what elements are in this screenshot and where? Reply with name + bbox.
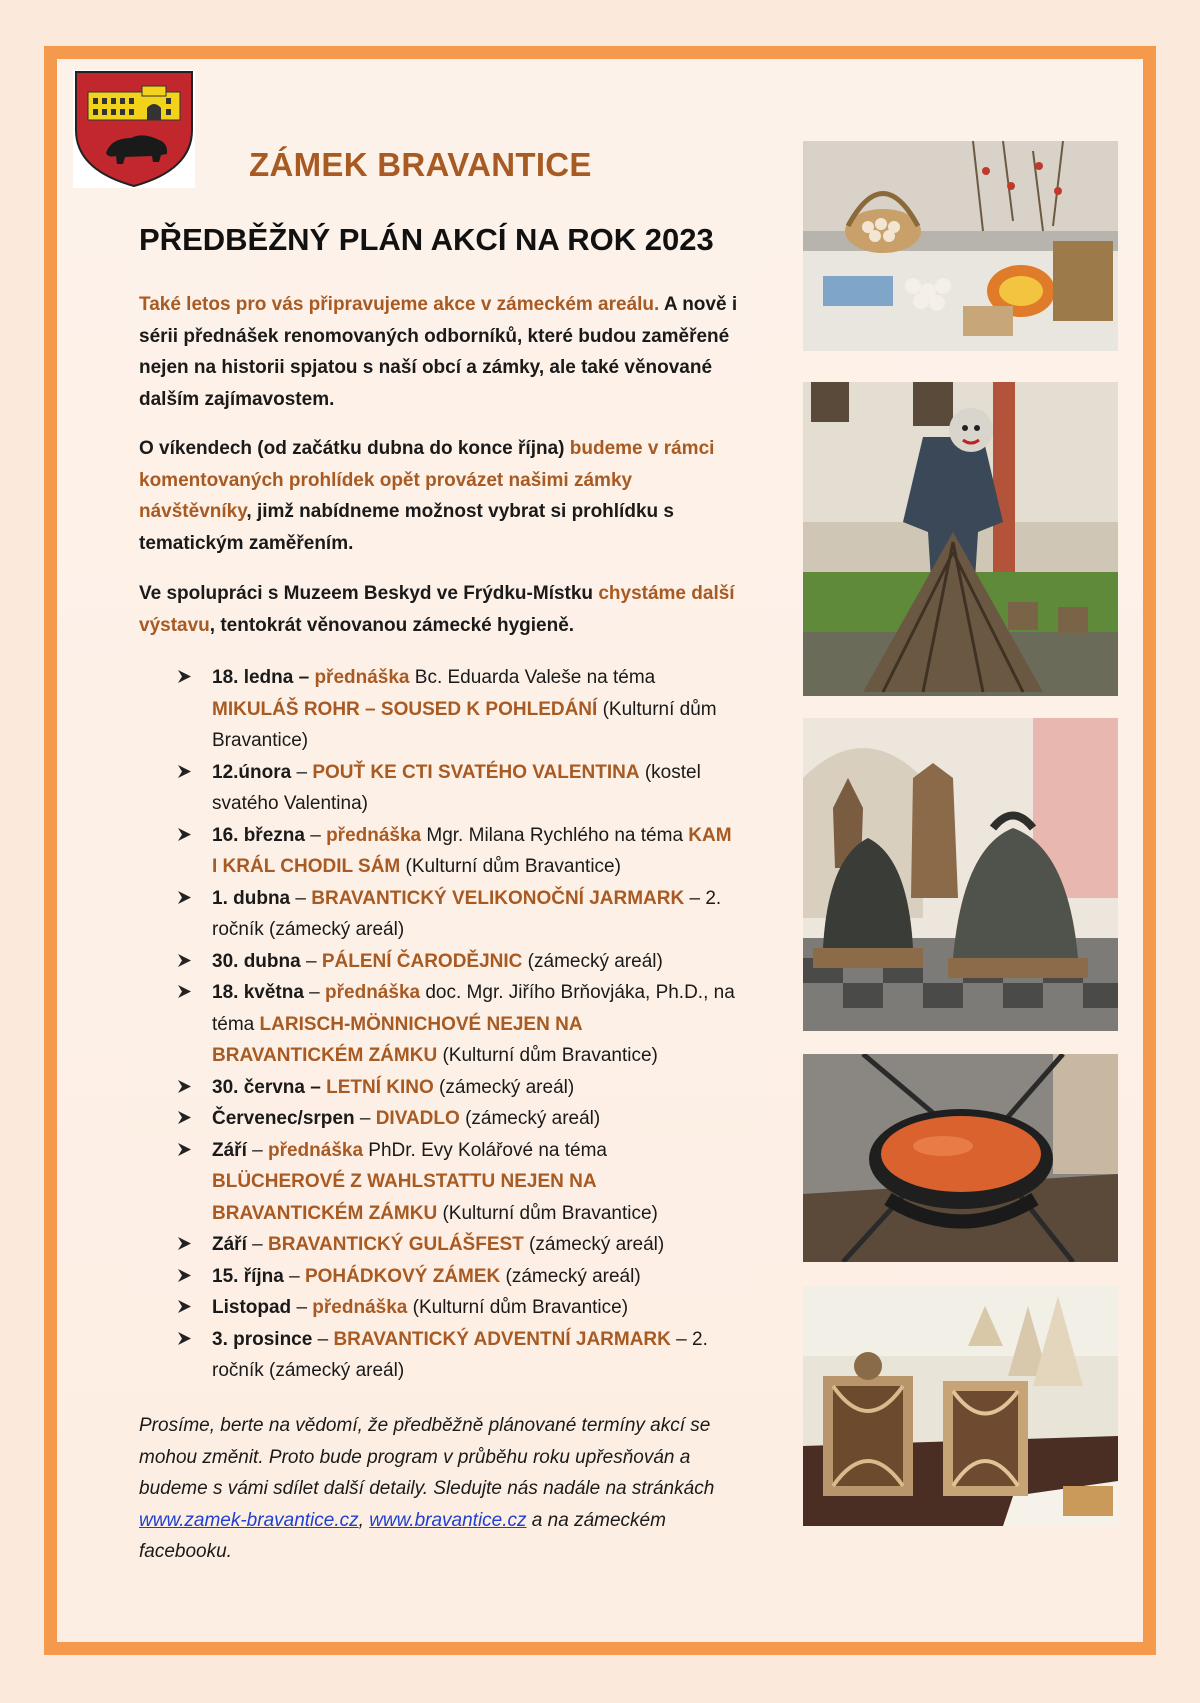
arrow-bullet-icon bbox=[178, 1111, 191, 1124]
intro-highlight: Také letos pro vás připravujeme akce v zámeckém areálu. bbox=[139, 294, 660, 315]
intro-highlight: budeme v rámci komentovaných prohlídek opět provázet našimi zámky návštěvníky bbox=[139, 438, 715, 522]
event-item: 16. března – přednáška Mgr. Milana Rychlého na téma KAM I KRÁL CHODIL SÁM (Kulturní dům Bravantice) bbox=[178, 820, 738, 883]
arrow-bullet-icon bbox=[178, 1080, 191, 1093]
event-item: Listopad – přednáška (Kulturní dům Bravantice) bbox=[178, 1292, 738, 1324]
easter-market-photo bbox=[803, 141, 1118, 351]
intro-paragraph-1 bbox=[139, 289, 739, 415]
intro-text: A nově i sérii přednášek renomovaných odborníků, které budou zaměřené nejen na historii spjatou s naší obcí a zámky, ale také věnované dalším zajímavostem. bbox=[139, 294, 738, 410]
event-item: Září – přednáška PhDr. Evy Kolářové na téma BLÜCHEROVÉ Z WAHLSTATTU NEJEN NA BRAVANTICKÉM ZÁMKU (Kulturní dům Bravantice) bbox=[178, 1135, 738, 1230]
bells-and-statues-photo bbox=[803, 718, 1118, 1031]
advent-lanterns-photo bbox=[803, 1286, 1118, 1526]
village-website-link[interactable]: www.bravantice.cz bbox=[369, 1509, 527, 1531]
arrow-bullet-icon bbox=[178, 765, 191, 778]
arrow-bullet-icon bbox=[178, 891, 191, 904]
arrow-bullet-icon bbox=[178, 1300, 191, 1313]
arrow-bullet-icon bbox=[178, 985, 191, 998]
castle-website-link[interactable]: www.zamek-bravantice.cz bbox=[139, 1509, 359, 1531]
arrow-bullet-icon bbox=[178, 1143, 191, 1156]
event-item: Červenec/srpen – DIVADLO (zámecký areál) bbox=[178, 1103, 738, 1135]
events-list bbox=[178, 662, 738, 1387]
event-item: Září – BRAVANTICKÝ GULÁŠFEST (zámecký areál) bbox=[178, 1229, 738, 1261]
plan-title-heading: PŘEDBĚŽNÝ PLÁN AKCÍ NA ROK 2023 bbox=[139, 222, 714, 257]
intro-text: , jimž nabídneme možnost vybrat si prohlídku s tematickým zaměřením. bbox=[139, 501, 674, 554]
intro-paragraph-3 bbox=[139, 578, 739, 641]
arrow-bullet-icon bbox=[178, 1269, 191, 1282]
event-item: 1. dubna – BRAVANTICKÝ VELIKONOČNÍ JARMARK – 2. ročník (zámecký areál) bbox=[178, 883, 738, 946]
arrow-bullet-icon bbox=[178, 828, 191, 841]
intro-highlight: chystáme další výstavu bbox=[139, 583, 735, 636]
intro-paragraph-2 bbox=[139, 433, 739, 559]
arrow-bullet-icon bbox=[178, 670, 191, 683]
event-item: 30. dubna – PÁLENÍ ČARODĚJNIC (zámecký areál) bbox=[178, 946, 738, 978]
coat-of-arms-logo bbox=[73, 70, 195, 188]
disclaimer-note: Prosíme, berte na vědomí, že předběžně plánované termíny akcí se mohou změnit. Proto bude program v průběhu roku upřesňován a budeme s vámi sdílet další detaily. Sledujte nás nadále na stránkách www.zamek-bravantice.cz, www.bravantice.cz a na zámeckém facebooku. bbox=[139, 1415, 715, 1562]
witch-burning-photo bbox=[803, 382, 1118, 696]
castle-name-heading: ZÁMEK BRAVANTICE bbox=[249, 146, 592, 183]
intro-text: O víkendech (od začátku dubna do konce října) bbox=[139, 438, 570, 459]
intro-text: Ve spolupráci s Muzeem Beskyd ve Frýdku-Místku bbox=[139, 583, 599, 604]
event-item: 3. prosince – BRAVANTICKÝ ADVENTNÍ JARMARK – 2. ročník (zámecký areál) bbox=[178, 1324, 738, 1387]
arrow-bullet-icon bbox=[178, 1332, 191, 1345]
arrow-bullet-icon bbox=[178, 1237, 191, 1250]
intro-text: , tentokrát věnovanou zámecké hygieně. bbox=[209, 614, 575, 636]
event-item: 18. května – přednáška doc. Mgr. Jiřího Brňovjáka, Ph.D., na téma LARISCH-MÖNNICHOVÉ NEJEN NA BRAVANTICKÉM ZÁMKU (Kulturní dům Bravantice) bbox=[178, 977, 738, 1072]
event-item: 12.února – POUŤ KE CTI SVATÉHO VALENTINA (kostel svatého Valentina) bbox=[178, 757, 738, 820]
goulash-pot-photo bbox=[803, 1054, 1118, 1262]
event-item: 15. října – POHÁDKOVÝ ZÁMEK (zámecký areál) bbox=[178, 1261, 738, 1293]
event-item: 30. června – LETNÍ KINO (zámecký areál) bbox=[178, 1072, 738, 1104]
event-item: 18. ledna – přednáška Bc. Eduarda Valeše na téma MIKULÁŠ ROHR – SOUSED K POHLEDÁNÍ (Kulturní dům Bravantice) bbox=[178, 662, 738, 757]
arrow-bullet-icon bbox=[178, 954, 191, 967]
